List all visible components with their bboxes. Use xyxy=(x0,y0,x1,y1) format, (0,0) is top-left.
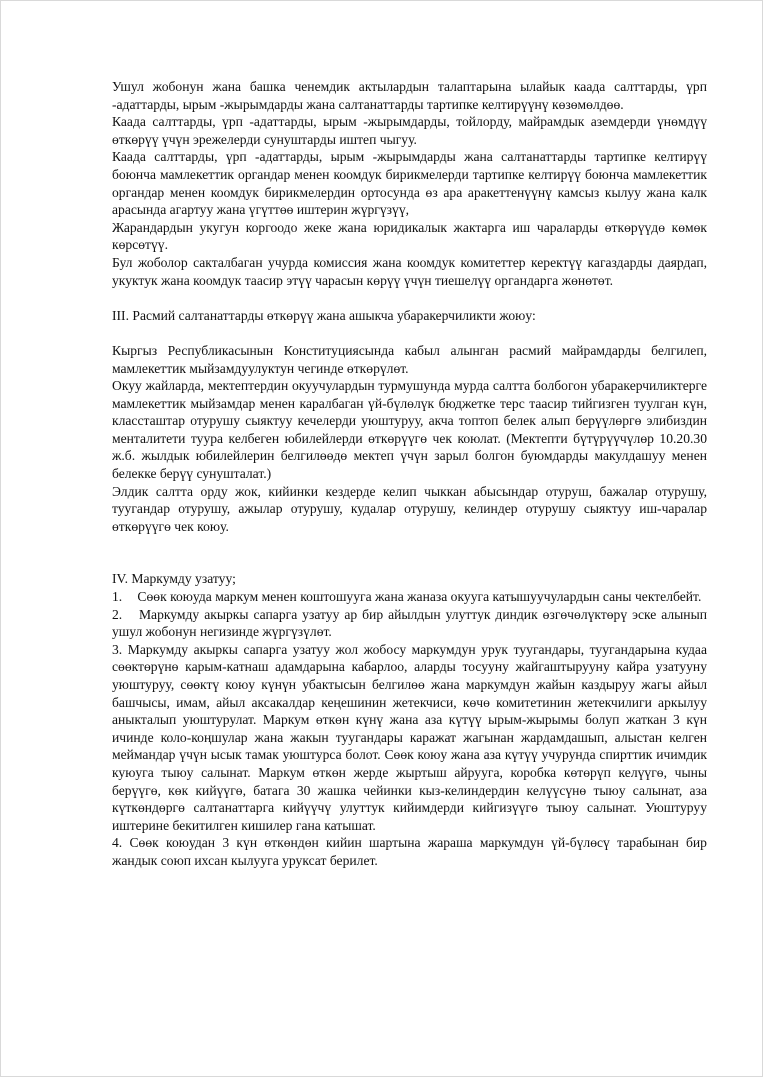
list-item-text: Сөөк коюуда маркум менен коштошууга жана жаназа окууга катышуучулардын саны чектелбейт. xyxy=(137,589,702,605)
paragraph: Жарандардын укугун коргоодо жеке жана юридикалык жактарга иш чараларды өткөрүүдө көмөк көрсөтүү. xyxy=(112,219,707,253)
paragraph: Бул жоболор сакталбаган учурда комиссия жана коомдук комитеттер керектүү кагаздарды даярдап, укуктук жана коомдук таасир этүү чарасын көрүү үчүн тиешелүү органдарга жөнөтөт. xyxy=(112,254,707,288)
list-number: 1. xyxy=(112,589,123,605)
list-number: 2. xyxy=(112,606,123,622)
list-item xyxy=(112,834,707,869)
section-heading: IV. Маркумду узатуу; xyxy=(112,571,236,587)
spacer xyxy=(112,535,707,570)
paragraph: Окуу жайларда, мектептердин окуучулардын турмушунда мурда салтта болбогон убаракерчиликтерге мамлекеттик мыйзамдар менен каралбаган үй-бүлөлүк бюджетке терс таасир тийгизген туулган күн, классташтар отурушу сыяктуу кечелерди уюштуруу, акча топтоп белек алып берүүлөргө элибиздин менталитети туура келбеген юбилейлерди өткөрүүгө чек коюлат. (Мектепти бүтүрүүчүлөр 10.20.30 ж.б. жылдык юбилейлерин белгилөөдө мектеп үчүн зарыл болгон буюмдарды макулдашуу менен белекке берүү сунушталат.) xyxy=(112,378,707,482)
list-number: 3. xyxy=(112,641,123,657)
paragraph: Ушул жобонун жана башка ченемдик актылардын талаптарына ылайык каада салттарды, үрп -адаттарды, ырым -жырымдарды жана салтанаттарды тартипке келтирүүнү көзөмөлдөө. xyxy=(112,79,707,112)
list-item xyxy=(112,606,707,641)
paragraph: Каада салттарды, үрп -адаттарды, ырым -жырымдарды жана салтанаттарды тартипке келтирүү боюнча мамлекеттик органдар менен коомдук бирикмелерди тартипке келтирүү боюнча мамлекеттик органдар менен коомдук бирикмелердин ортосунда өз ара аракеттенүүнү камсыз кылуу жана калк арасында агартуу жана үгүттөө иштерин жүргүзүү, xyxy=(112,149,707,218)
paragraph: Кыргыз Республикасынын Конституциясында кабыл алынган расмий майрамдарды белгилеп, мамлекеттик мыйзамдуулуктун чегинде өткөрүлөт. xyxy=(112,342,707,376)
document-body xyxy=(112,78,707,870)
list-item-text: Маркумду акыркы сапарга узатуу ар бир айылдын улуттук диндик өзгөчөлүктөрү эске алынып ушул жобонун негизинде жүргүзүлөт. xyxy=(112,606,707,640)
spacer xyxy=(112,289,707,307)
paragraph: Каада салттарды, үрп -адаттарды, ырым -жырымдарды, тойлорду, майрамдык аземдерди үнөмдүү өткөрүү үчүн эрежелерди сунуштарды иштеп чыгуу. xyxy=(112,114,707,147)
list-number: 4. xyxy=(112,835,123,851)
list-item xyxy=(112,588,707,606)
spacer xyxy=(112,324,707,342)
list-item-text: Сөөк коюудан 3 күн өткөндөн кийин шартына жараша маркумдун үй-бүлөсү тарабынан бир жандык союп ихсан кылууга уруксат берилет. xyxy=(112,835,707,868)
list-item xyxy=(112,641,707,835)
list-item-text: Маркумду акыркы сапарга узатуу жол жобосу маркумдун урук туугандары, туугандарына кудаа сөөктөрүнө карым-катнаш адамдарына кабарлоо, аларды тосууну жайгаштырууну кайра узатууну уюштуруу, сөөктү коюу күнүн убактысын белгилөө жана маркумдун жайын каздыруу жагы айыл башчысы, имам, айыл аксакалдар кеңешинин жетекчиси, көчө комитетинин жетекчилиги аркылуу аныкталып уюштурулат. Маркум өткөн күнү жана аза күтүү ырым-жырымы болуп жаткан 3 күн ичинде коло-коңшулар жана жакын туугандары каражат жагынан жардамдашып, алыстан келген меймандар үчүн ысык тамак уюштурса болот. Сөөк коюу жана аза күтүү учурунда спирттик ичимдик куюуга тыюу салынат. Маркум өткөн жерде жыртыш айрууга, коробка көтөрүп келүүгө, чыны берүүгө, көк кийүүгө, батага 30 жашка чейинки кыз-келиндердин келүүсүнө тыюу салынат, аза күткөндөргө салтанаттарга кийүүчү улуттук кийимдерди кийгизүүгө тыюу салынат. Уюштуруу иштерине бекитилген кишилер гана катышат. xyxy=(112,641,707,833)
section-heading: III. Расмий салтанаттарды өткөрүү жана ашыкча убаракерчиликти жоюу: xyxy=(112,307,536,323)
paragraph: Элдик салтта орду жок, кийинки кездерде келип чыккан абысындар отуруш, бажалар отурушу, туугандар отурушу, ажылар отурушу, кудалар отурушу, келиндер отурушу сыяктуу иш-чаралар өткөрүүгө чек коюу. xyxy=(112,483,707,534)
